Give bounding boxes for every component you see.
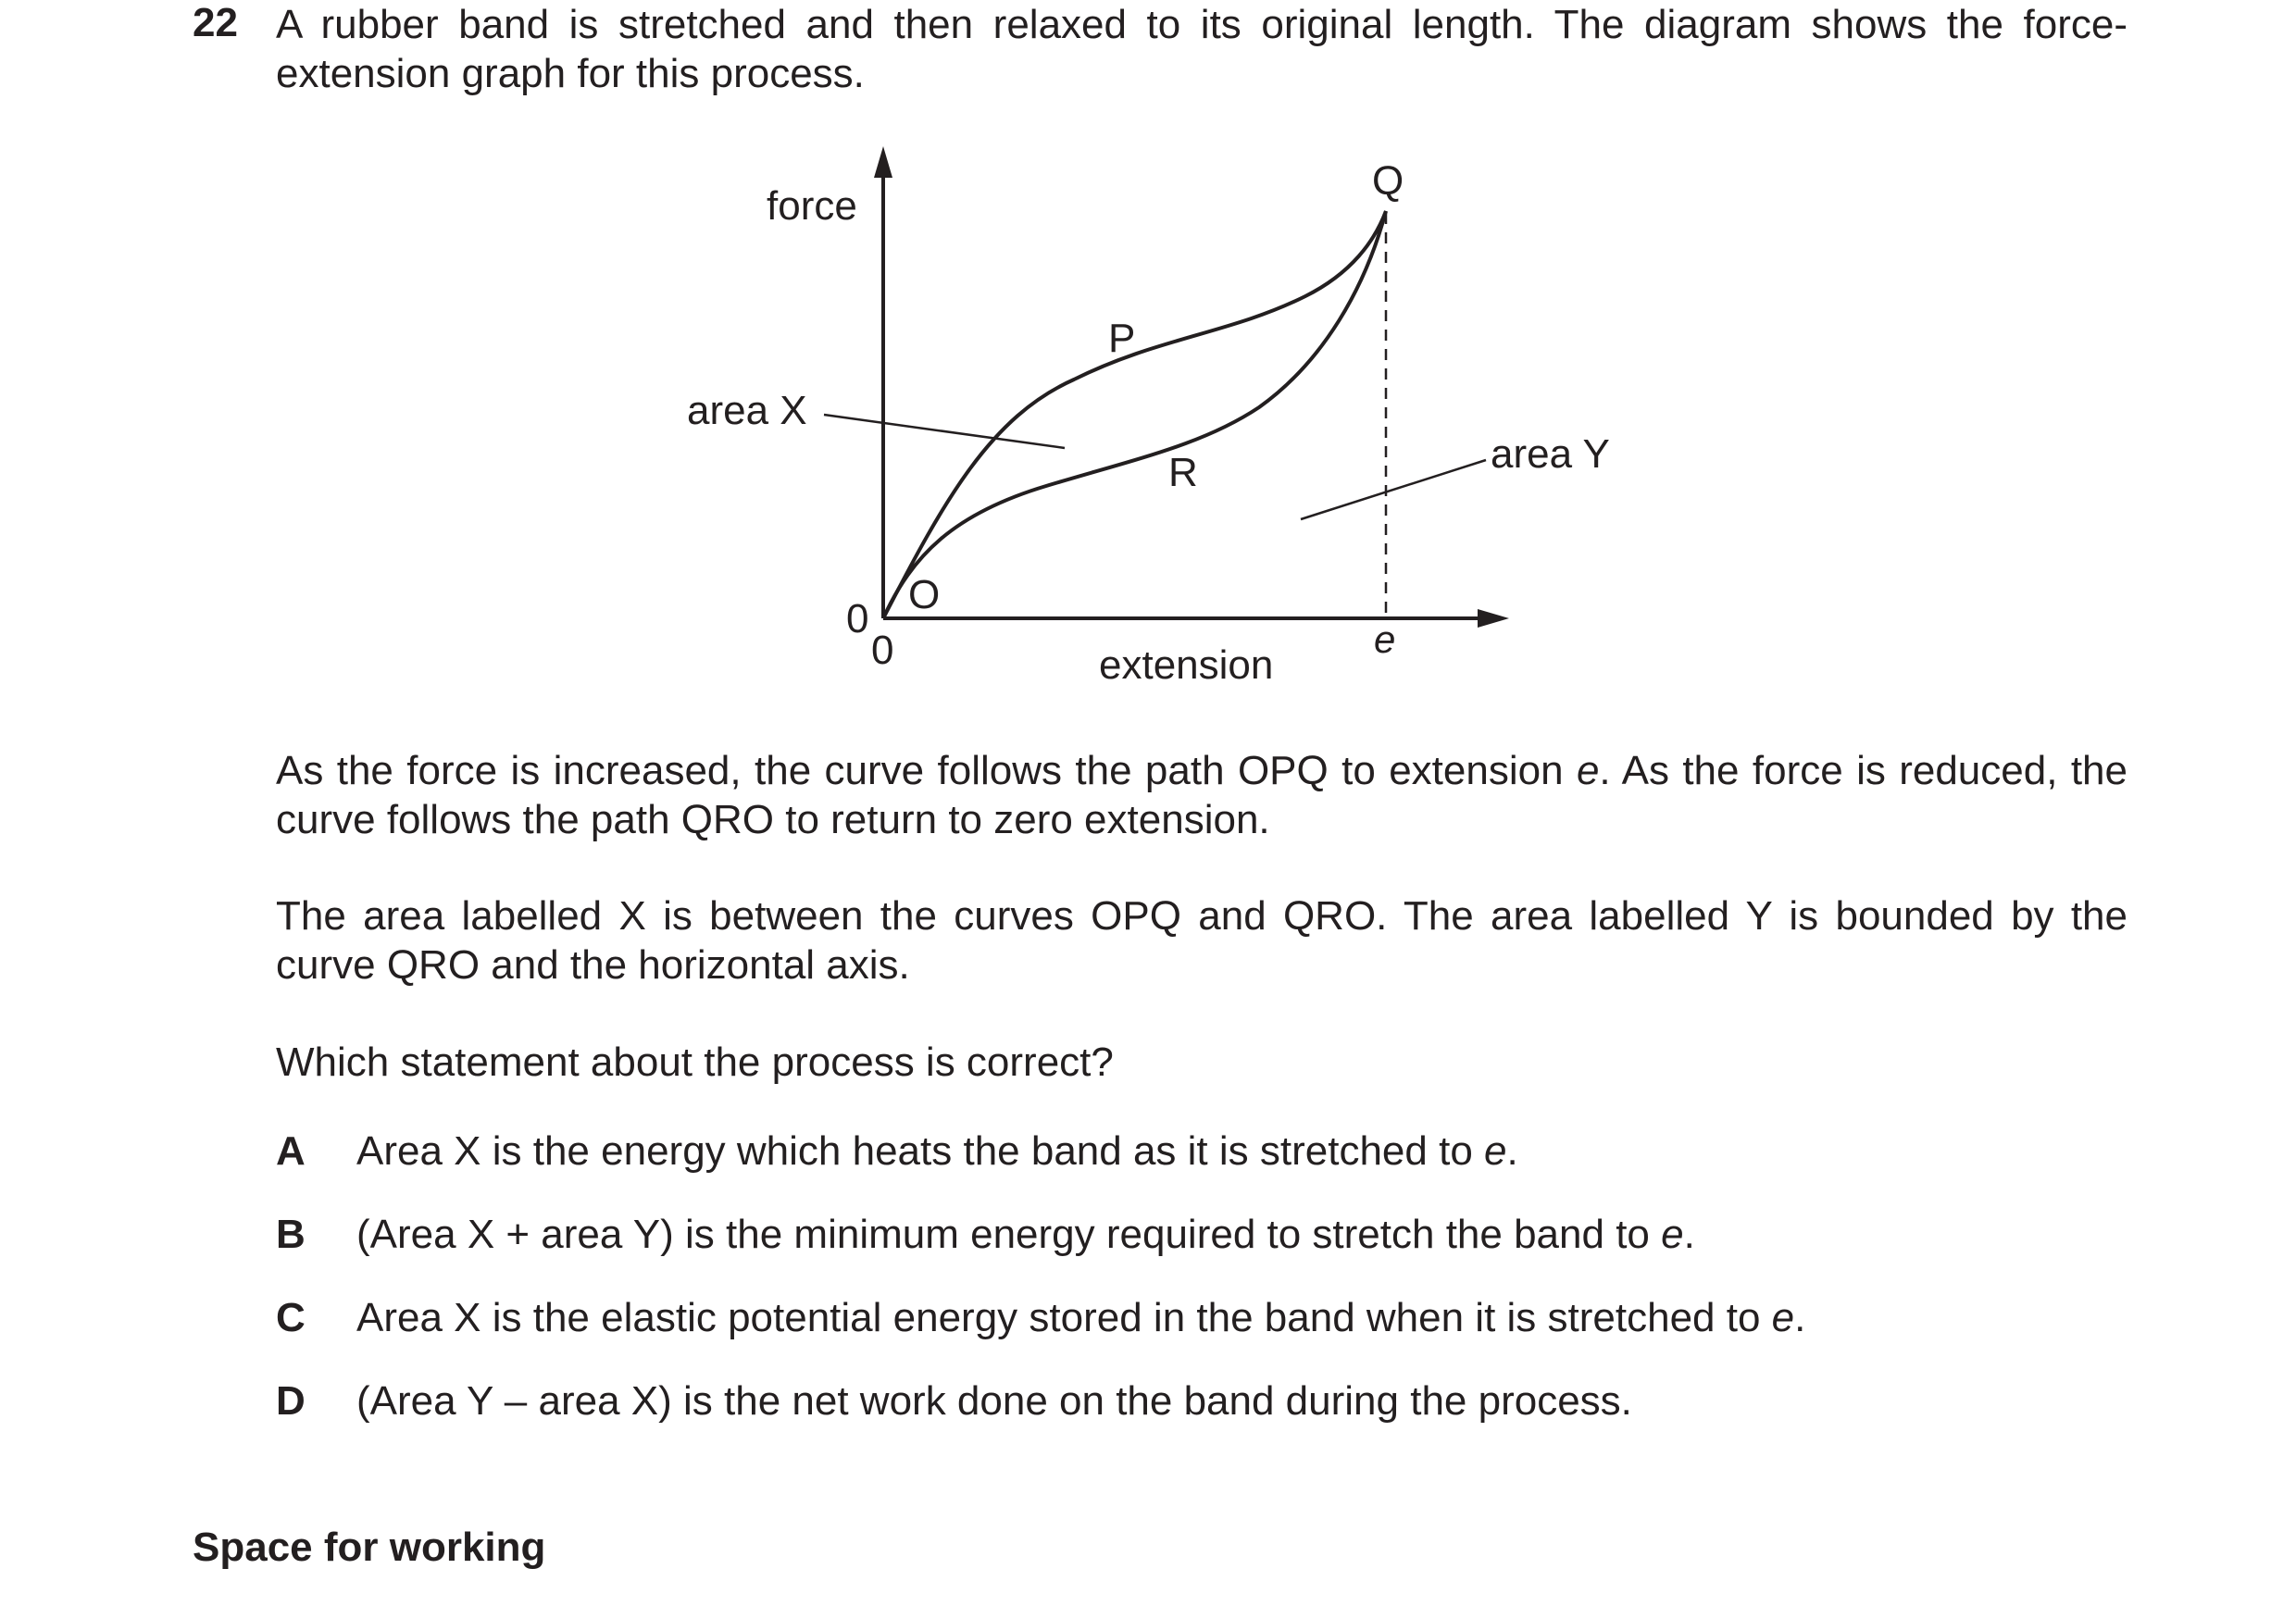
option-text: Area X is the elastic potential energy stored in the band when it is stretched to e. [356,1295,1806,1340]
option-letter: C [276,1295,306,1340]
force-extension-diagram [0,0,2296,722]
area-y-label: area Y [1491,431,1610,477]
point-o-label: O [908,572,941,617]
option-letter: A [276,1128,306,1174]
y-axis-label: force [767,183,857,229]
option-letter: D [276,1378,306,1424]
x-axis-label: extension [1099,642,1274,688]
point-q-label: Q [1372,158,1404,204]
curve-qro [883,211,1386,618]
area-x-leader [824,415,1065,448]
option-text: Area X is the energy which heats the band as it is stretched to e. [356,1128,1518,1174]
paragraph-1-e: e [1576,748,1600,793]
paragraph-1-part1: As the force is increased, the curve follows the path OPQ to extension [276,748,1577,793]
option-text: (Area Y – area X) is the net work done on the band during the process. [356,1378,1632,1424]
paragraph-1-part2: . As the force is reduced, the curve follows the path QRO to return to zero extension. [276,748,2128,842]
area-x-label: area X [687,388,807,433]
paragraph-2: The area labelled X is between the curves OPQ and QRO. The area labelled Y is bounded by the curve QRO and the horizontal axis. [276,893,2128,988]
question-number: 22 [193,0,238,45]
point-p-label: P [1108,316,1136,361]
origin-x-label: 0 [871,628,894,673]
paragraph-1 [276,746,2128,844]
origin-y-label: 0 [846,596,869,641]
x-mark-e-label: e [1374,617,1396,661]
y-axis-arrow-icon [874,146,892,178]
option-letter: B [276,1212,306,1257]
point-r-label: R [1168,450,1198,495]
curve-opq [883,211,1386,618]
working-heading: Space for working [193,1525,546,1570]
area-y-leader [1301,460,1486,519]
question-prompt: Which statement about the process is correct? [276,1040,1114,1085]
x-axis-arrow-icon [1478,609,1509,628]
question-intro: A rubber band is stretched and then relaxed to its original length. The diagram shows the force-extension graph for this process. [276,2,2128,96]
option-text: (Area X + area Y) is the minimum energy required to stretch the band to e. [356,1212,1695,1257]
